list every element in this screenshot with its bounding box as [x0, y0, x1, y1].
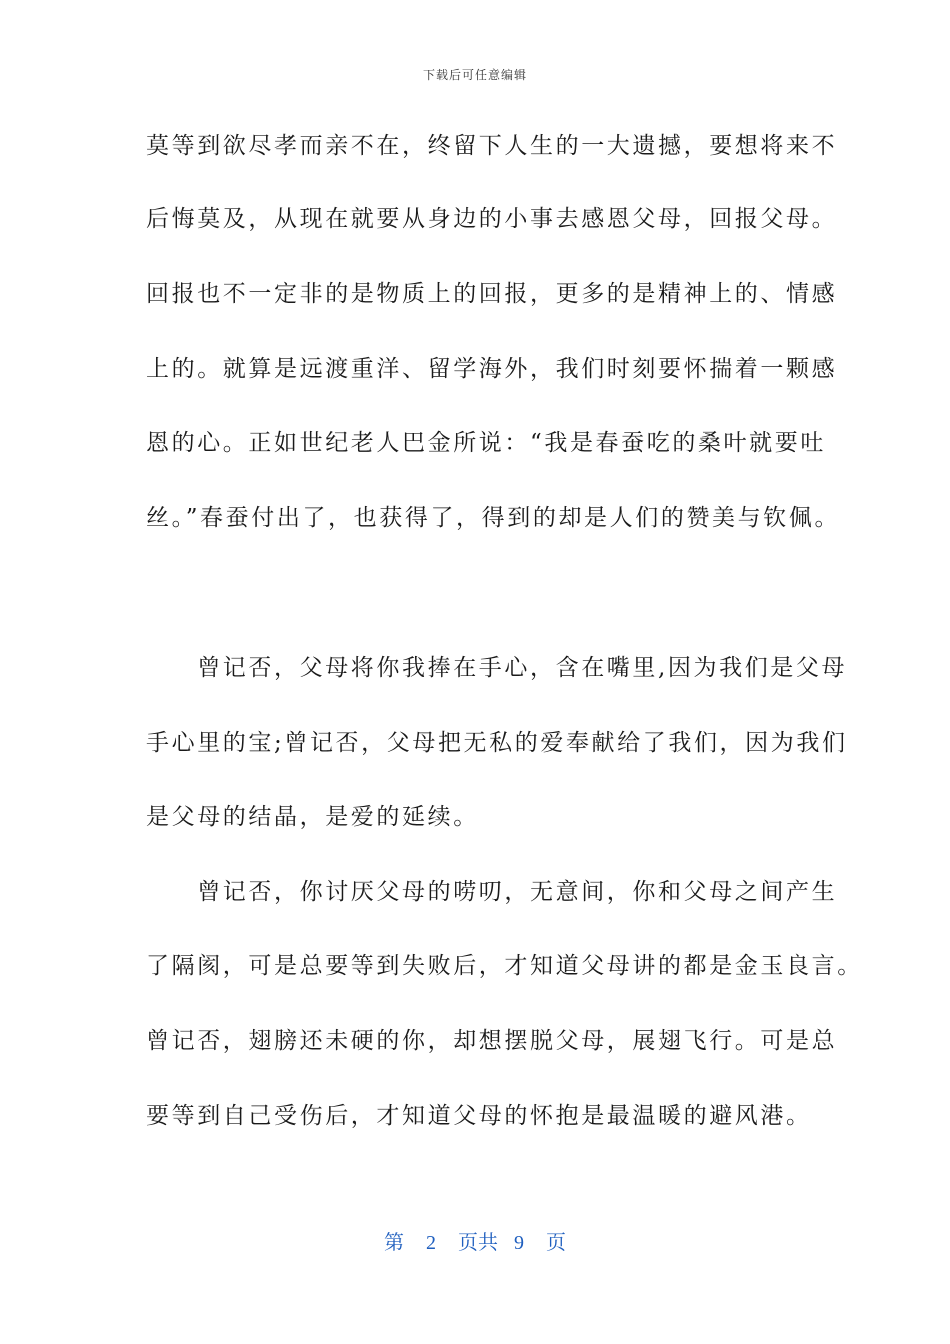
text-line-10: 曾记否，你讨厌父母的唠叨，无意间，你和父母之间产生 — [146, 879, 838, 905]
text-line-3: 回报也不一定非的是物质上的回报，更多的是精神上的、情感 — [146, 281, 838, 307]
text-line-1: 莫等到欲尽孝而亲不在，终留下人生的一大遗撼，要想将来不 — [146, 133, 838, 159]
text-line-9: 是父母的结晶，是爱的延续。 — [146, 804, 479, 830]
text-line-13: 要等到自己受伤后，才知道父母的怀抱是最温暖的避风港。 — [146, 1103, 812, 1129]
footer-total-pages: 9 — [514, 1232, 524, 1254]
text-line-12: 曾记否，翅膀还未硬的你，却想摆脱父母，展翅飞行。可是总 — [146, 1028, 838, 1054]
text-line-11: 了隔阂，可是总要等到失败后，才知道父母讲的都是金玉良言。 — [146, 953, 863, 979]
footer-suffix: 页 — [546, 1232, 566, 1254]
header-note: 下载后可任意编辑 — [422, 68, 527, 82]
text-line-7: 曾记否，父母将你我捧在手心，含在嘴里,因为我们是父母 — [146, 655, 848, 681]
footer-page-number: 2 — [426, 1232, 436, 1254]
text-line-5: 恩的心。正如世纪老人巴金所说：“我是春蚕吃的桑叶就要吐 — [146, 430, 826, 456]
text-line-8: 手心里的宝;曾记否，父母把无私的爱奉献给了我们，因为我们 — [146, 730, 848, 756]
text-line-6: 丝。”春蚕付出了，也获得了，得到的却是人们的赞美与钦佩。 — [146, 505, 841, 531]
footer-middle: 页共 — [458, 1232, 498, 1254]
text-line-2: 后悔莫及，从现在就要从身边的小事去感恩父母，回报父母。 — [146, 206, 838, 232]
footer-prefix: 第 — [384, 1232, 404, 1254]
text-line-4: 上的。就算是远渡重洋、留学海外，我们时刻要怀揣着一颗感 — [146, 356, 838, 382]
page-number-footer — [0, 1226, 950, 1255]
